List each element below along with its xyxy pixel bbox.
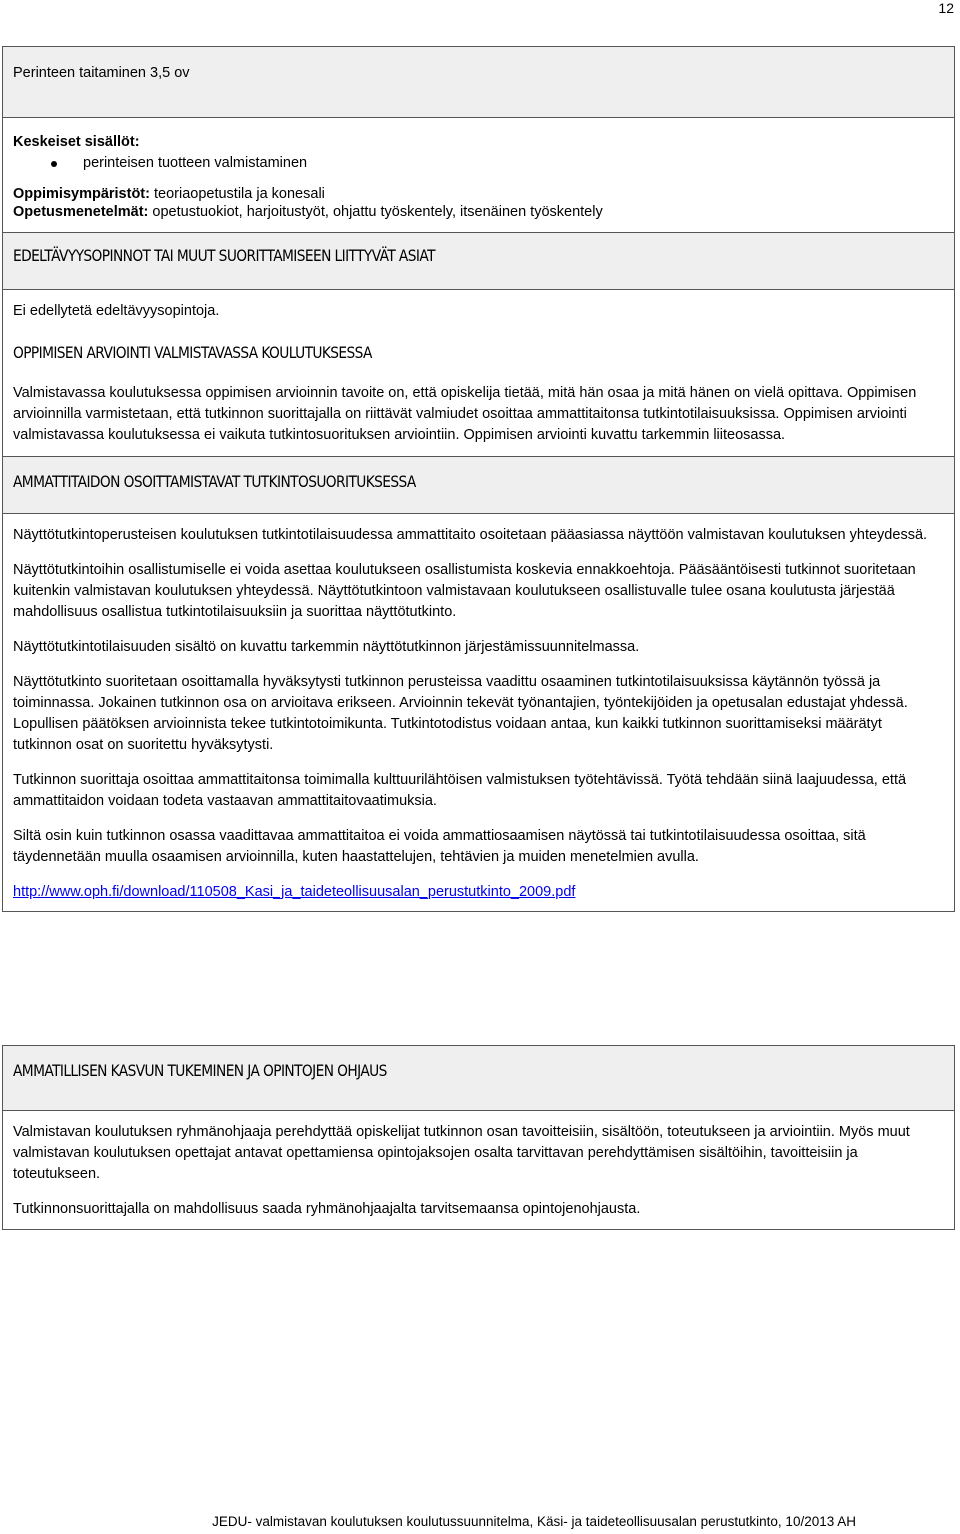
key-contents-row [3,118,955,233]
key-contents-list [13,153,944,174]
guidance-body-cell [3,1111,955,1230]
skills-heading-row [3,457,955,514]
skills-paragraph: Siltä osin kuin tutkinnon osassa vaadittavaa ammattitaitoa ei voida ammattiosaamisen näytössä tai tutkintotilaisuudessa osoittaa, sitä täydennetään muulla osaamisen arvioinnilla, kuten haastattelujen, tehtävien ja muiden menetelmien avulla. [13,828,866,865]
prerequisites-heading-row [3,233,955,290]
guidance-paragraph: Valmistavan koulutuksen ryhmänohjaaja perehdyttää opiskelijat tutkinnon osan tavoitteisiin, sisältöön, toteutukseen ja arviointiin. Myös muut valmistavan koulutuksen opettajat antavat opettamiensa opintojaksojen osalta tarvittavan perehdyttämisen sisältöihin, tavoitteisiin ja toteutukseen. [13,1124,910,1182]
oph-link[interactable]: http://www.oph.fi/download/110508_Kasi_ja_taideteollisuusalan_perustutkinto_2009.pdf [13,884,576,900]
key-contents-cell [3,118,955,233]
key-contents-heading: Keskeiset sisällöt: [13,134,140,150]
skills-paragraph: Näyttötutkintotilaisuuden sisältö on kuvattu tarkemmin näyttötutkinnon järjestämissuunnitelmassa. [13,639,640,655]
skills-body-cell [3,514,955,912]
skills-paragraph: Näyttötutkintoperusteisen koulutuksen tutkintotilaisuudessa ammattitaito osoitetaan pääasiassa näyttöön valmistavan koulutuksen yhteydessä. [13,527,928,543]
skills-paragraph: Näyttötutkinto suoritetaan osoittamalla hyväksytysti tutkinnon perusteissa vaadittu osaaminen tutkintotilaisuuksissa käytännön työssä ja toiminnassa. Jokainen tutkinnon osa on arvioitava erikseen. Arvioinnin tekevät työnantajien, työntekijöiden ja opetusalan edustajat yhdessä. Lopullisen päätöksen arvioinnista tekee tutkintotoimikunta. Tutkintotodistus voidaan antaa, kun kaikki tutkinnon suorittamiseksi määrätyt tutkinnon osat on suoritettu hyväksytysti. [13,674,908,753]
guidance-heading: AMMATILLISEN KASVUN TUKEMINEN JA OPINTOJEN OHJAUS [13,1061,387,1080]
section-title-row [3,47,955,118]
skills-heading-cell [3,457,955,514]
guidance-heading-row [3,1046,955,1111]
bullet-icon [51,161,57,167]
skills-paragraph: Tutkinnon suorittaja osoittaa ammattitaitonsa toimimalla kulttuurilähtöisen valmistuksen työtehtävissä. Työtä tehdään siinä laajuudessa, että ammattitaidon voidaan todeta vastaavan ammattitaitovaatimuksia. [13,772,907,809]
guidance-paragraph: Tutkinnonsuorittajalla on mahdollisuus saada ryhmänohjaajalta tarvitsemaansa opintojenohjausta. [13,1201,641,1217]
prerequisites-heading-cell [3,233,955,290]
assessment-heading: OPPIMISEN ARVIOINTI VALMISTAVASSA KOULUTUKSESSA [13,343,372,362]
prerequisites-heading: EDELTÄVYYSOPINNOT TAI MUUT SUORITTAMISEEN LIITTYVÄT ASIAT [13,246,435,265]
teaching-methods-value: opetustuokiot, harjoitustyöt, ohjattu työskentely, itsenäinen työskentely [148,204,603,220]
skills-heading: AMMATTITAIDON OSOITTAMISTAVAT TUTKINTOSUORITUKSESSA [13,472,416,491]
teaching-methods-label: Opetusmenetelmät: [13,204,149,220]
curriculum-table [2,46,955,912]
prerequisites-text: Ei edellytetä edeltävyysopintoja. [13,303,220,319]
learning-env-label: Oppimisympäristöt: [13,186,150,202]
section-title-cell [3,47,955,118]
list-item-text: perinteisen tuotteen valmistaminen [83,155,308,171]
guidance-body-row [3,1111,955,1230]
teaching-methods [13,203,944,221]
link-wrap [13,882,944,903]
learning-env-value: teoriaopetustila ja konesali [149,186,325,202]
assessment-text: Valmistavassa koulutuksessa oppimisen arvioinnin tavoite on, että opiskelija tietää, mitä hän osaa ja mitä hänen on vielä opittava. Oppimisen arvioinnilla varmistetaan, että tutkinnon suorittajalla on riittävät valmiudet osoittaa ammattitaitonsa tutkintotilaisuuksissa. Oppimisen arviointi valmistavassa koulutuksessa ei vaikuta tutkintosuorituksen arviointiin. Oppimisen arviointi kuvattu tarkemmin liiteosassa. [13,385,917,443]
skills-body-row [3,514,955,912]
guidance-heading-cell [3,1046,955,1111]
learning-env [13,185,944,203]
prerequisites-assessment-row [3,290,955,457]
assessment-heading-wrap [13,342,944,365]
skills-paragraph: Näyttötutkintoihin osallistumiselle ei voida asettaa koulutukseen osallistumista koskevia ennakkoehtoja. Pääsääntöisesti tutkinnot suoritetaan kuitenkin valmistavan koulutuksen yhteydessä. Näyttötutkintoon valmistavaan koulutukseen osallistuvalle tulee osana koulutusta järjestää mahdollisuus osallistua tutkintotilaisuuksiin ja suorittaa näyttötutkinto. [13,562,916,620]
section-title: Perinteen taitaminen 3,5 ov [13,65,190,81]
guidance-table [2,1045,955,1230]
list-item [13,153,944,174]
page-number: 12 [938,0,954,16]
prerequisites-assessment-cell [3,290,955,457]
page-footer: JEDU- valmistavan koulutuksen koulutussuunnitelma, Käsi- ja taideteollisuusalan perustutkinto, 10/2013 AH [212,1514,856,1529]
